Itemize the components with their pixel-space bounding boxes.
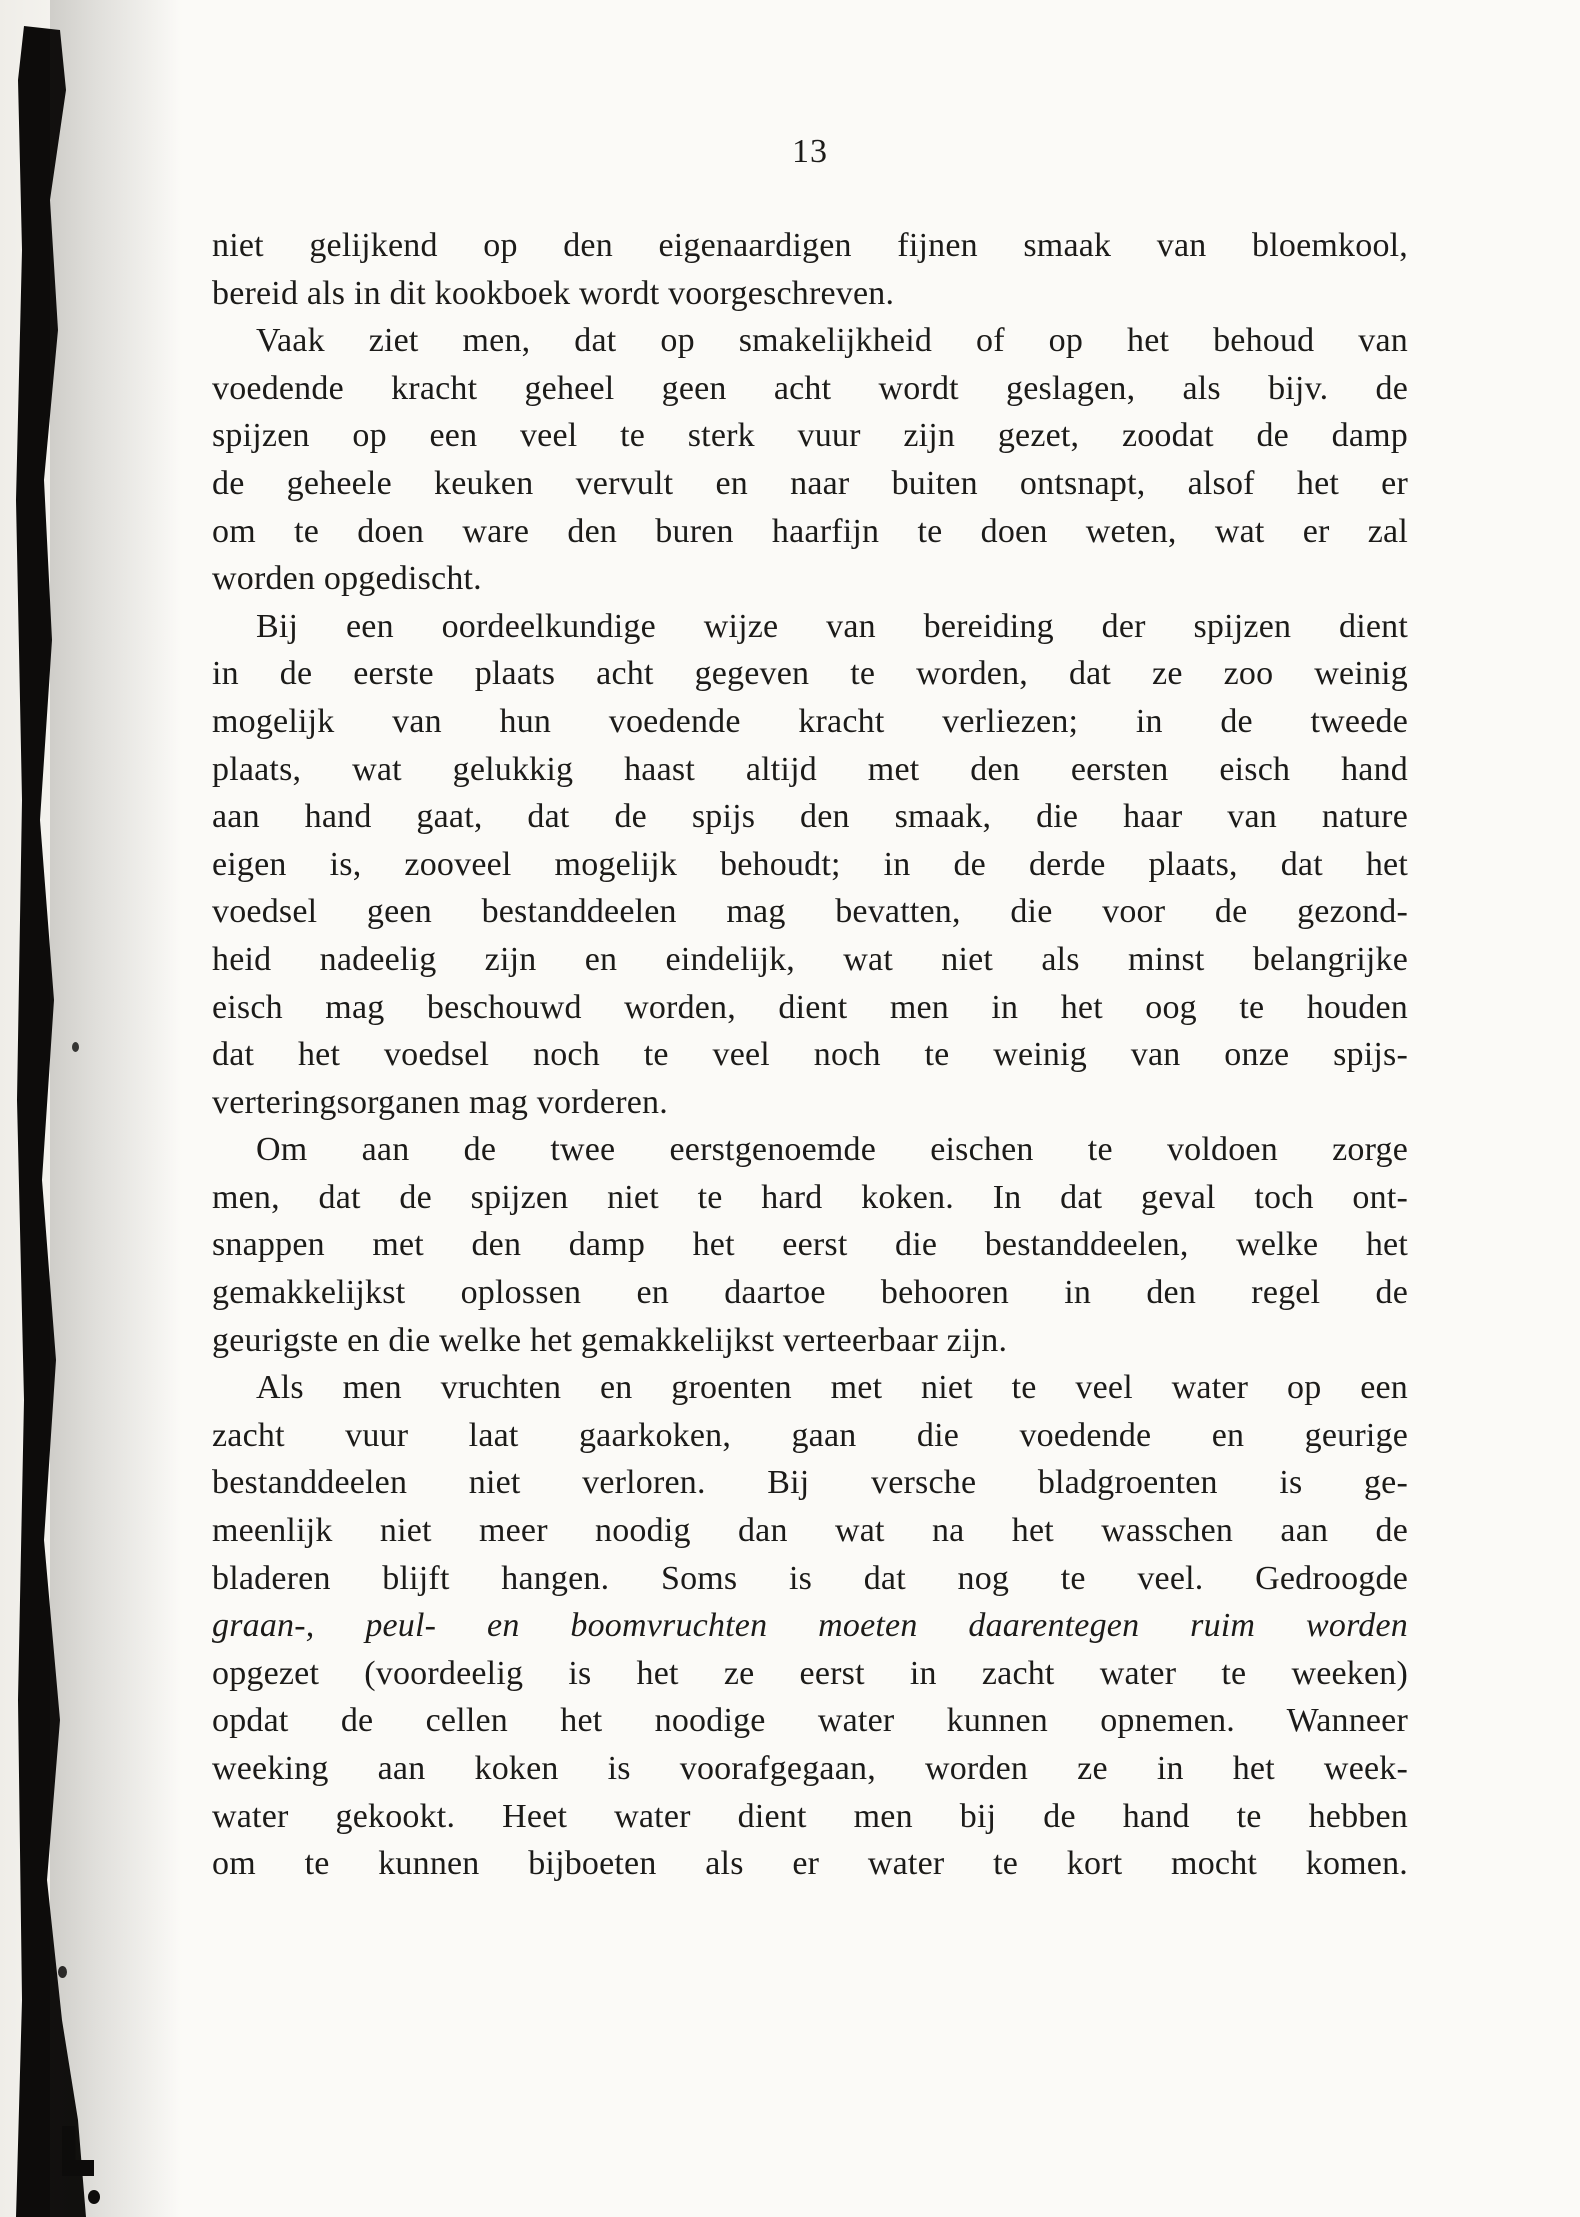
text-line: verteringsorganen mag vorderen. [212,1083,668,1121]
ink-blot [72,1042,79,1052]
gutter-shade [50,0,180,2217]
paragraph [212,1364,1408,1888]
text-line: eigen is, zooveel mogelijk behoudt; in de derde plaats, dat het [212,845,1408,883]
text-line: eisch mag beschouwd worden, dient men in het oog te houden [212,988,1408,1026]
text-line: bereid als in dit kookboek wordt voorgeschreven. [212,274,895,312]
ink-blot [88,2190,100,2204]
body-text [212,222,1408,1888]
text-line: om te doen ware den buren haarfijn te doen weten, wat er zal [212,512,1408,550]
text-line: Als men vruchten en groenten met niet te veel water op een [256,1369,1408,1407]
text-line: gemakkelijkst oplossen en daartoe behooren in den regel de [212,1274,1408,1312]
scan-binding-shadow [0,0,95,2217]
text-line: in de eerste plaats acht gegeven te worden, dat ze zoo weinig [212,655,1408,693]
text-line: spijzen op een veel te sterk vuur zijn gezet, zoodat de damp [212,417,1408,455]
text-block [212,132,1408,1888]
paragraph [212,222,1408,317]
text-line: men, dat de spijzen niet te hard koken. In dat geval toch ont- [212,1178,1408,1216]
text-line: meenlijk niet meer noodig dan wat na het wasschen aan de [212,1512,1408,1550]
text-line: Bij een oordeelkundige wijze van bereiding der spijzen dient [256,607,1408,645]
text-line: de geheele keuken vervult en naar buiten ontsnapt, alsof het er [212,464,1408,502]
text-line: snappen met den damp het eerst die bestanddeelen, welke het [212,1226,1408,1264]
text-line: geurigste en die welke het gemakkelijkst verteerbaar zijn. [212,1321,1008,1359]
text-line: zacht vuur laat gaarkoken, gaan die voedende en geurige [212,1416,1408,1454]
text-line: bladeren blijft hangen. Soms is dat nog te veel. Gedroogde [212,1559,1408,1597]
text-line: graan-, peul- en boomvruchten moeten daarentegen ruim worden [212,1607,1408,1645]
text-line: mogelijk van hun voedende kracht verliezen; in de tweede [212,702,1408,740]
text-line: om te kunnen bijboeten als er water te kort mocht komen. [212,1845,1408,1883]
text-line: Vaak ziet men, dat op smakelijkheid of op het behoud van [256,322,1408,360]
ink-blot [58,1966,67,1978]
text-line: dat het voedsel noch te veel noch te weinig van onze spijs- [212,1036,1408,1074]
text-line: voedsel geen bestanddeelen mag bevatten, die voor de gezond- [212,893,1408,931]
paragraph [212,1126,1408,1364]
text-line: plaats, wat gelukkig haast altijd met den eersten eisch hand [212,750,1408,788]
text-line: opdat de cellen het noodige water kunnen opnemen. Wanneer [212,1702,1408,1740]
text-line: Om aan de twee eerstgenoemde eischen te voldoen zorge [256,1131,1408,1169]
text-line: voedende kracht geheel geen acht wordt geslagen, als bijv. de [212,369,1408,407]
page-number: 13 [792,133,828,170]
text-line: weeking aan koken is voorafgegaan, worden ze in het week- [212,1750,1408,1787]
paragraph [212,317,1408,603]
text-line: bestanddeelen niet verloren. Bij versche bladgroenten is ge- [212,1464,1408,1502]
text-line: heid nadeelig zijn en eindelijk, wat niet als minst belangrijke [212,940,1408,978]
text-line: niet gelijkend op den eigenaardigen fijnen smaak van bloemkool, [212,227,1408,264]
text-line: worden opgedischt. [212,560,482,598]
text-line: opgezet (voordeelig is het ze eerst in zacht water te weeken) [212,1654,1408,1692]
text-line: aan hand gaat, dat de spijs den smaak, die haar van nature [212,798,1408,836]
text-line: water gekookt. Heet water dient men bij de hand te hebben [212,1797,1408,1835]
paragraph [212,603,1408,1127]
